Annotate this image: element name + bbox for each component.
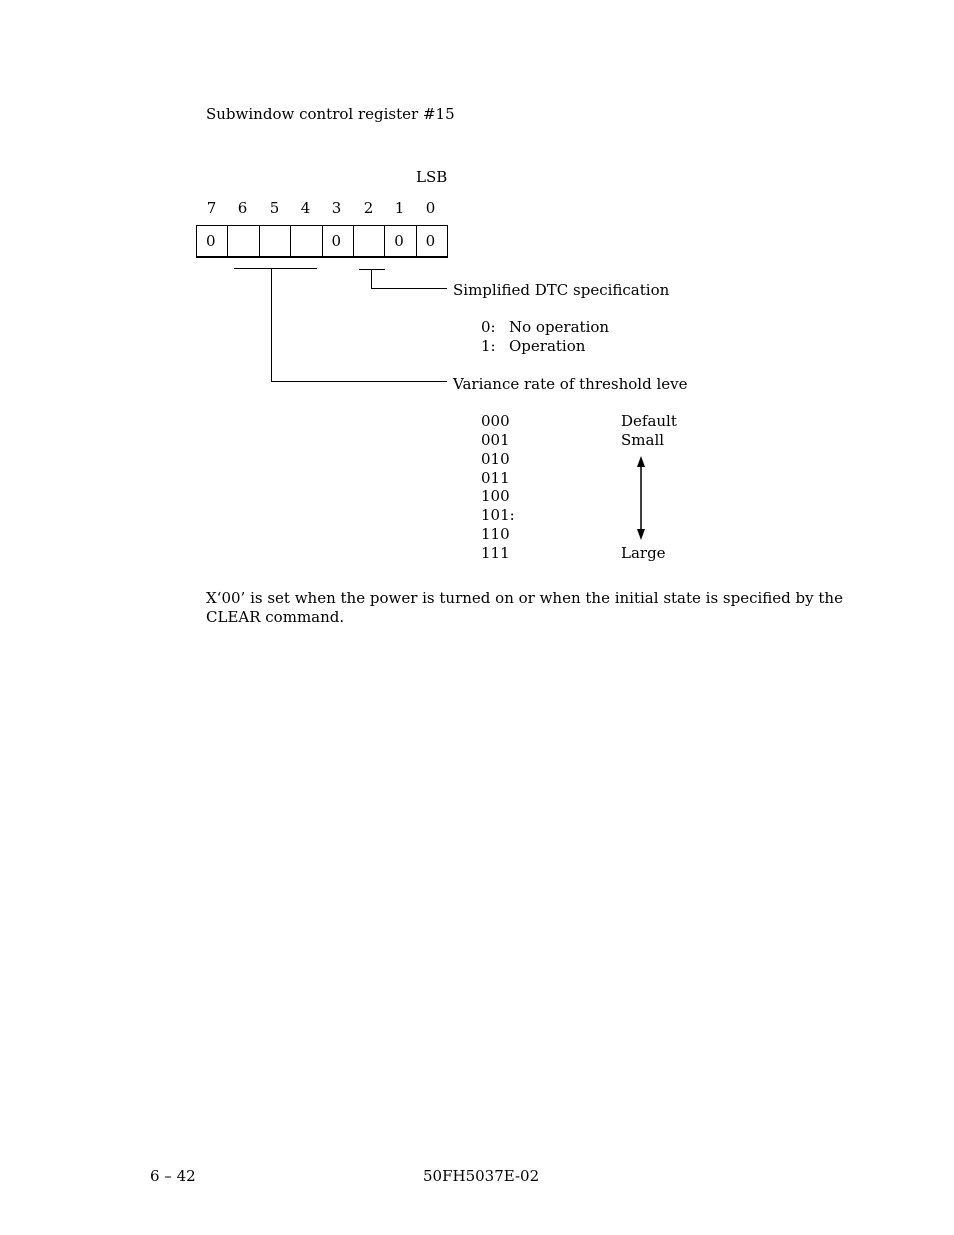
bit-cell: 0: [425, 232, 436, 250]
dtc-label: Simplified DTC specification: [453, 281, 670, 299]
dtc-option-text: No operation: [509, 318, 610, 336]
variance-code: 101:: [481, 506, 515, 524]
variance-code: 100: [481, 487, 510, 505]
bit-number: 6: [237, 199, 248, 217]
lsb-label: LSB: [416, 168, 448, 186]
variance-leader-line: [271, 381, 447, 382]
variance-code: 000: [481, 412, 510, 430]
bit-cell: 0: [323, 226, 354, 256]
dtc-option-code: 1:: [481, 337, 496, 355]
bit-cell: [354, 226, 385, 256]
bit-number: 0: [425, 199, 436, 217]
bit-number: 1: [394, 199, 405, 217]
variance-code: 011: [481, 469, 510, 487]
dtc-option-text: Operation: [509, 337, 586, 355]
variance-code: 010: [481, 450, 510, 468]
bit-cell: [228, 226, 259, 256]
variance-bracket-stem: [271, 268, 272, 382]
note-line-2: CLEAR command.: [206, 608, 345, 626]
double-arrow-icon: [634, 456, 648, 540]
variance-code: 111: [481, 544, 510, 562]
variance-default-label: Default: [621, 412, 677, 430]
variance-code: 110: [481, 525, 510, 543]
dtc-leader-line: [371, 288, 447, 289]
document-number: 50FH5037E-02: [423, 1167, 540, 1185]
dtc-bracket-stem: [371, 269, 372, 289]
variance-bracket-top: [234, 268, 317, 269]
bit-cell: [260, 226, 291, 256]
bit-cell: 0: [197, 226, 228, 256]
dtc-bracket-top: [359, 269, 385, 270]
dtc-option: [481, 318, 610, 337]
dtc-option: [481, 337, 586, 356]
bit-number: 3: [331, 199, 342, 217]
note-line-1: X‘00’ is set when the power is turned on or when the initial state is specified by the: [206, 589, 843, 607]
bit-number: 5: [269, 199, 280, 217]
bit-number: 2: [363, 199, 374, 217]
bit-cell: 0: [385, 226, 416, 256]
variance-large-label: Large: [621, 544, 666, 562]
dtc-option-code: 0:: [481, 318, 496, 336]
bit-cell: [291, 226, 322, 256]
variance-label: Variance rate of threshold leve: [453, 375, 688, 393]
register-title: Subwindow control register #15: [206, 105, 455, 123]
variance-small-label: Small: [621, 431, 665, 449]
bit-number: 4: [300, 199, 311, 217]
bit-number: 7: [206, 199, 217, 217]
bit-field-table: [196, 225, 448, 258]
variance-code: 001: [481, 431, 510, 449]
page-number: 6 – 42: [150, 1167, 196, 1185]
